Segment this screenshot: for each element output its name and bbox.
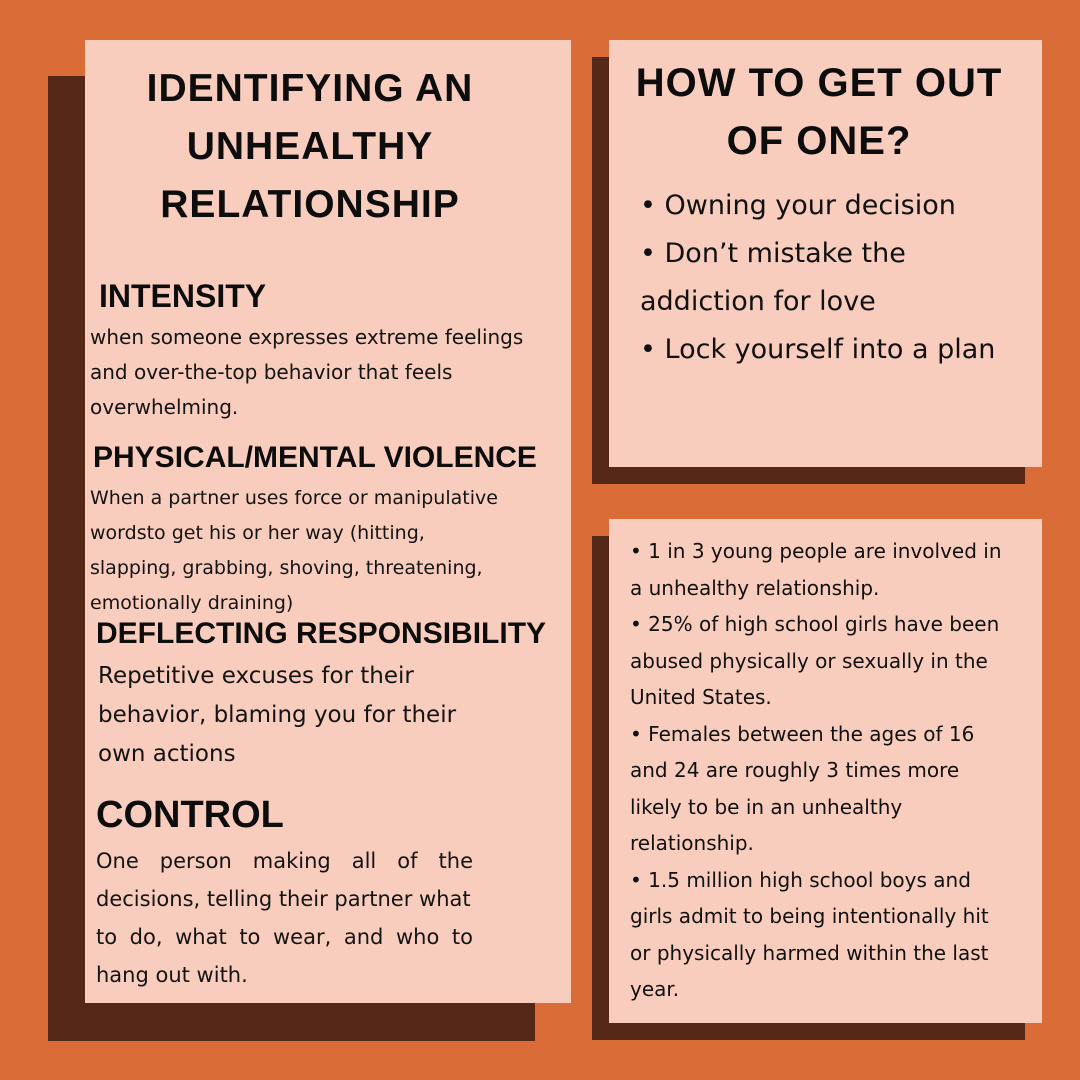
- list-item: • 25% of high school girls have been: [630, 612, 1000, 636]
- intensity-heading: INTENSITY: [99, 278, 267, 314]
- left-title-line-1: IDENTIFYING AN: [146, 67, 474, 110]
- intensity-description: [90, 320, 523, 425]
- control-line-4: hang out with.: [96, 963, 248, 987]
- list-item: girls admit to being intentionally hit: [630, 904, 989, 928]
- list-item: a unhealthy relationship.: [630, 575, 880, 600]
- left-card-title: [85, 60, 535, 234]
- control-line-3: to do, what to wear, and who to: [96, 925, 473, 949]
- list-item: • Owning your decision: [640, 190, 956, 221]
- top-right-title-line-1: HOW TO GET OUT: [635, 61, 1003, 105]
- violence-line-1: When a partner uses force or manipulative: [90, 487, 498, 509]
- top-right-card: [609, 40, 1042, 467]
- list-item: addiction for love: [640, 286, 876, 317]
- control-heading: CONTROL: [96, 794, 284, 836]
- left-card: [85, 40, 571, 1003]
- intensity-line-1: when someone expresses extreme feelings: [90, 325, 524, 349]
- violence-line-3: slapping, grabbing, shoving, threatening,: [90, 557, 483, 579]
- exit-tips-list: [640, 182, 995, 374]
- list-item: • Lock yourself into a plan: [640, 334, 996, 365]
- deflecting-line-3: own actions: [98, 741, 236, 767]
- statistics-list: [630, 533, 1002, 1008]
- control-description: [96, 842, 473, 994]
- violence-heading: PHYSICAL/MENTAL VIOLENCE: [93, 441, 537, 474]
- list-item: • 1 in 3 young people are involved in: [630, 539, 1002, 563]
- list-item: likely to be in an unhealthy: [630, 794, 903, 819]
- top-right-title-line-2: OF ONE?: [726, 119, 912, 163]
- deflecting-line-1: Repetitive excuses for their: [98, 663, 414, 689]
- list-item: • Don’t mistake the: [640, 238, 906, 269]
- violence-description: [90, 481, 498, 621]
- list-item: abused physically or sexually in the: [630, 648, 988, 673]
- list-item: United States.: [630, 685, 772, 709]
- deflecting-line-2: behavior, blaming you for their: [98, 702, 457, 728]
- violence-line-2: wordsto get his or her way (hitting,: [90, 522, 425, 544]
- control-line-1: One person making all of the: [96, 849, 473, 873]
- bottom-right-card: [609, 519, 1042, 1023]
- top-right-card-title: [609, 54, 1029, 170]
- left-title-line-2: UNHEALTHY: [186, 125, 434, 168]
- list-item: year.: [630, 977, 680, 1001]
- deflecting-description: [98, 657, 456, 774]
- list-item: or physically harmed within the last: [630, 940, 989, 965]
- left-title-line-3: RELATIONSHIP: [160, 183, 460, 226]
- violence-line-4: emotionally draining): [90, 592, 294, 614]
- list-item: • 1.5 million high school boys and: [630, 867, 971, 892]
- list-item: • Females between the ages of 16: [630, 721, 975, 746]
- list-item: relationship.: [630, 831, 754, 855]
- intensity-line-3: overwhelming.: [90, 395, 239, 419]
- deflecting-heading: DEFLECTING RESPONSIBILITY: [96, 617, 547, 650]
- intensity-line-2: and over-the-top behavior that feels: [90, 360, 453, 384]
- control-line-2: decisions, telling their partner what: [96, 887, 471, 911]
- list-item: and 24 are roughly 3 times more: [630, 758, 960, 782]
